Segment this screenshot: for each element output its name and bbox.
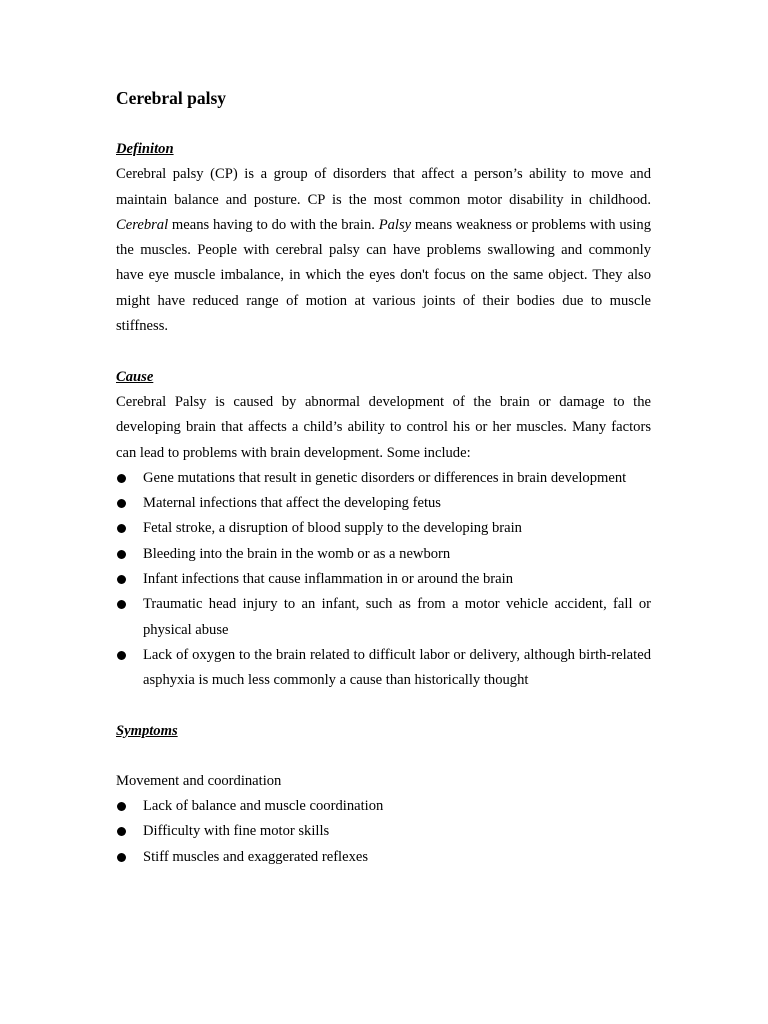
- definition-text-2: means having to do with the brain.: [168, 216, 379, 233]
- definition-term-cerebral: Cerebral: [116, 216, 169, 233]
- bullet-icon: [117, 853, 126, 862]
- section-spacer: [116, 339, 651, 364]
- list-item: [116, 516, 651, 541]
- list-item: [116, 592, 651, 643]
- definition-term-palsy: Palsy: [378, 216, 412, 233]
- list-item: [116, 466, 651, 491]
- symptoms-subheading: Movement and coordination: [116, 772, 282, 789]
- bullet-icon: [117, 600, 126, 609]
- document-title: Cerebral palsy: [116, 88, 227, 108]
- cause-intro-paragraph: Cerebral Palsy is caused by abnormal development of the brain or damage to the developing brain that affects a child’s ability to control his or her muscles. Many factors can lead to problems with brain development. Some include:: [116, 393, 651, 461]
- list-item-text: Traumatic head injury to an infant, such as from a motor vehicle accident, fall or physical abuse: [143, 596, 651, 638]
- list-item-text: Infant infections that cause inflammation in or around the brain: [143, 571, 513, 588]
- document-page: [116, 86, 651, 870]
- symptoms-list: [116, 794, 651, 870]
- list-item-text: Stiff muscles and exaggerated reflexes: [143, 848, 369, 865]
- list-item-text: Fetal stroke, a disruption of blood supply to the developing brain: [143, 520, 522, 537]
- section-spacer: [116, 694, 651, 719]
- list-item: [116, 845, 651, 870]
- section-spacer: [116, 744, 651, 769]
- bullet-icon: [117, 575, 126, 584]
- bullet-icon: [117, 651, 126, 660]
- definition-paragraph: [116, 162, 651, 339]
- definition-heading: Definiton: [116, 141, 174, 157]
- bullet-icon: [117, 474, 126, 483]
- list-item-text: Difficulty with fine motor skills: [143, 823, 330, 840]
- list-item: [116, 491, 651, 516]
- list-item-text: Lack of balance and muscle coordination: [143, 798, 384, 815]
- definition-text-1: Cerebral palsy (CP) is a group of disorders that affect a person’s ability to move and maintain balance and posture. CP is the most common motor disability in childhood.: [116, 166, 651, 208]
- list-item: [116, 567, 651, 592]
- bullet-icon: [117, 550, 126, 559]
- list-item: [116, 819, 651, 844]
- list-item: [116, 794, 651, 819]
- bullet-icon: [117, 524, 126, 533]
- definition-text-3: means weakness or problems with using the muscles. People with cerebral palsy can have problems swallowing and commonly have eye muscle imbalance, in which the eyes don't focus on the same object. They also might have reduced range of motion at various joints of their bodies due to muscle stiffness.: [116, 216, 651, 335]
- list-item: [116, 643, 651, 694]
- list-item-text: Bleeding into the brain in the womb or as a newborn: [143, 545, 451, 562]
- cause-list: [116, 466, 651, 694]
- list-item-text: Gene mutations that result in genetic disorders or differences in brain development: [143, 469, 627, 486]
- bullet-icon: [117, 499, 126, 508]
- list-item: [116, 542, 651, 567]
- cause-heading: Cause: [116, 368, 154, 385]
- bullet-icon: [117, 802, 126, 811]
- list-item-text: Lack of oxygen to the brain related to difficult labor or delivery, although birth-related asphyxia is much less commonly a cause than historically thought: [143, 646, 651, 689]
- bullet-icon: [117, 827, 126, 836]
- list-item-text: Maternal infections that affect the developing fetus: [143, 495, 441, 512]
- symptoms-heading: Symptoms: [116, 722, 178, 739]
